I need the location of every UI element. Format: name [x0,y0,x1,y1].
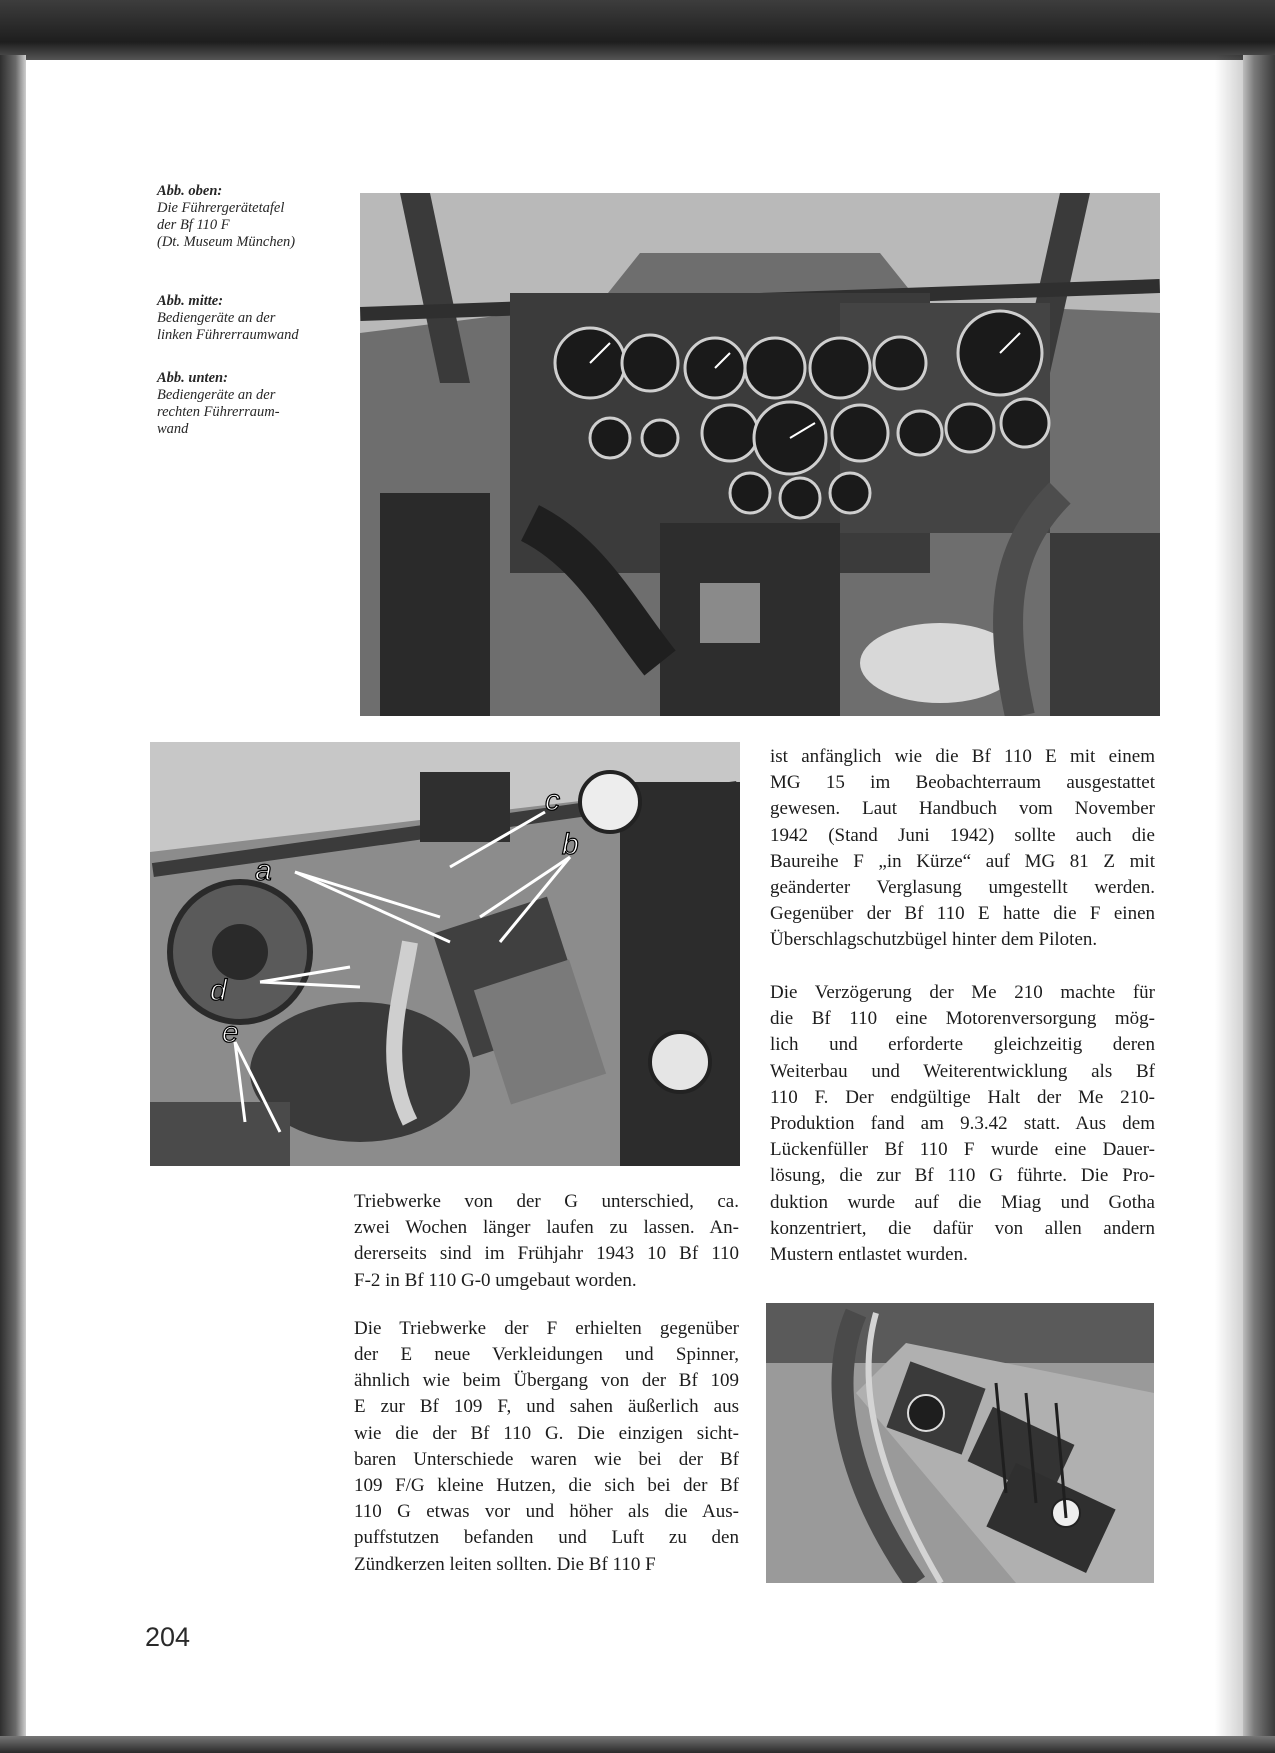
text-line: Lückenfüller Bf 110 F wurde eine Dauer- [770,1139,1155,1161]
caption-top [157,183,347,251]
text-line: zwei Wochen länger laufen zu lassen. An- [354,1217,739,1239]
caption-middle-head: Abb. mitte: [157,293,224,309]
scan-border-left [0,55,26,1745]
caption-middle [157,293,347,344]
caption-line: rechten Führerraum- [157,404,280,420]
text-line: lösung, die zur Bf 110 G führte. Die Pro- [770,1165,1155,1187]
caption-line: linken Führerraumwand [157,327,299,343]
paragraph [770,980,1155,1268]
text-line: Weiterbau und Weiterentwicklung als Bf [770,1060,1155,1082]
text-line: 109 F/G kleine Hutzen, die sich bei der Bf [354,1475,739,1497]
paragraph [354,1189,739,1294]
left-column [354,1189,739,1600]
marker-c: c [545,784,560,817]
caption-bottom [157,370,347,438]
paragraph [770,744,1155,954]
text-line: Baureihe F „in Kürze“ auf MG 81 Z mit [770,850,1155,872]
text-line: Triebwerke von der G unterschied, ca. [354,1191,739,1212]
marker-a: a [255,854,272,887]
caption-bottom-head: Abb. unten: [157,370,228,386]
text-line: die Bf 110 eine Motorenversorgung mög- [770,1008,1155,1030]
scan-border-bottom [0,1736,1275,1753]
text-line: der E neue Verkleidungen und Spinner, [354,1344,739,1366]
text-line: Produktion fand am 9.3.42 statt. Aus dem [770,1113,1155,1135]
text-line: Mustern entlastet wurden. [770,1244,968,1266]
right-column-middle [770,980,1155,1290]
text-line: Die Verzögerung der Me 210 machte für [770,982,1155,1003]
right-wall-photo [766,1303,1154,1583]
text-line: duktion wurde auf die Miag und Gotha [770,1191,1155,1213]
caption-line: Bediengeräte an der [157,387,276,403]
scan-border-top [0,0,1275,60]
caption-line: Bediengeräte an der [157,310,276,326]
marker-b: b [562,828,579,861]
text-line: puffstutzen befanden und Luft zu den [354,1527,739,1549]
cockpit-panel-photo [360,193,1160,716]
text-line: gewesen. Laut Handbuch vom November [770,798,1155,820]
text-line: baren Unterschiede waren wie bei der Bf [354,1448,739,1470]
text-line: ähnlich wie beim Übergang von der Bf 109 [354,1370,739,1392]
text-line: dererseits sind im Frühjahr 1943 10 Bf 110 [354,1243,739,1265]
caption-line: (Dt. Museum München) [157,234,296,250]
caption-line: der Bf 110 F [157,217,230,233]
text-line: Die Triebwerke der F erhielten gegenüber [354,1317,739,1339]
caption-top-head: Abb. oben: [157,183,223,199]
text-line: F-2 in Bf 110 G-0 umgebaut worden. [354,1269,637,1291]
text-line: konzentriert, die dafür von allen andern [770,1217,1155,1239]
paragraph [354,1316,739,1578]
text-line: ist anfänglich wie die Bf 110 E mit einem [770,746,1155,767]
page-gutter-shadow [1215,55,1243,1745]
text-line: Überschlagschutzbügel hinter dem Piloten. [770,929,1098,951]
text-line: 110 F. Der endgültige Halt der Me 210- [770,1086,1155,1108]
right-column-top [770,744,1155,976]
page-number: 204 [145,1622,191,1652]
caption-line: wand [157,421,189,437]
text-line: Gegenüber der Bf 110 E hatte die F einen [770,903,1155,925]
text-line: MG 15 im Beobachterraum ausgestattet [770,772,1155,794]
text-line: E zur Bf 109 F, und sahen äußerlich aus [354,1396,739,1418]
scan-border-right [1243,55,1275,1745]
text-line: geänderter Verglasung umgestellt werden. [770,877,1155,899]
text-line: 1942 (Stand Juni 1942) sollte auch die [770,824,1155,846]
marker-e: e [222,1016,239,1049]
caption-line: Die Führergerätetafel [157,200,285,216]
text-line: lich und erforderte gleichzeitig deren [770,1034,1155,1056]
text-line: wie die der Bf 110 G. Die einzigen sicht- [354,1422,739,1444]
text-line: 110 G etwas vor und höher als die Aus- [354,1501,739,1523]
marker-d: d [210,974,227,1007]
left-wall-photo [150,742,740,1166]
text-line: Zündkerzen leiten sollten. Die Bf 110 F [354,1553,656,1575]
